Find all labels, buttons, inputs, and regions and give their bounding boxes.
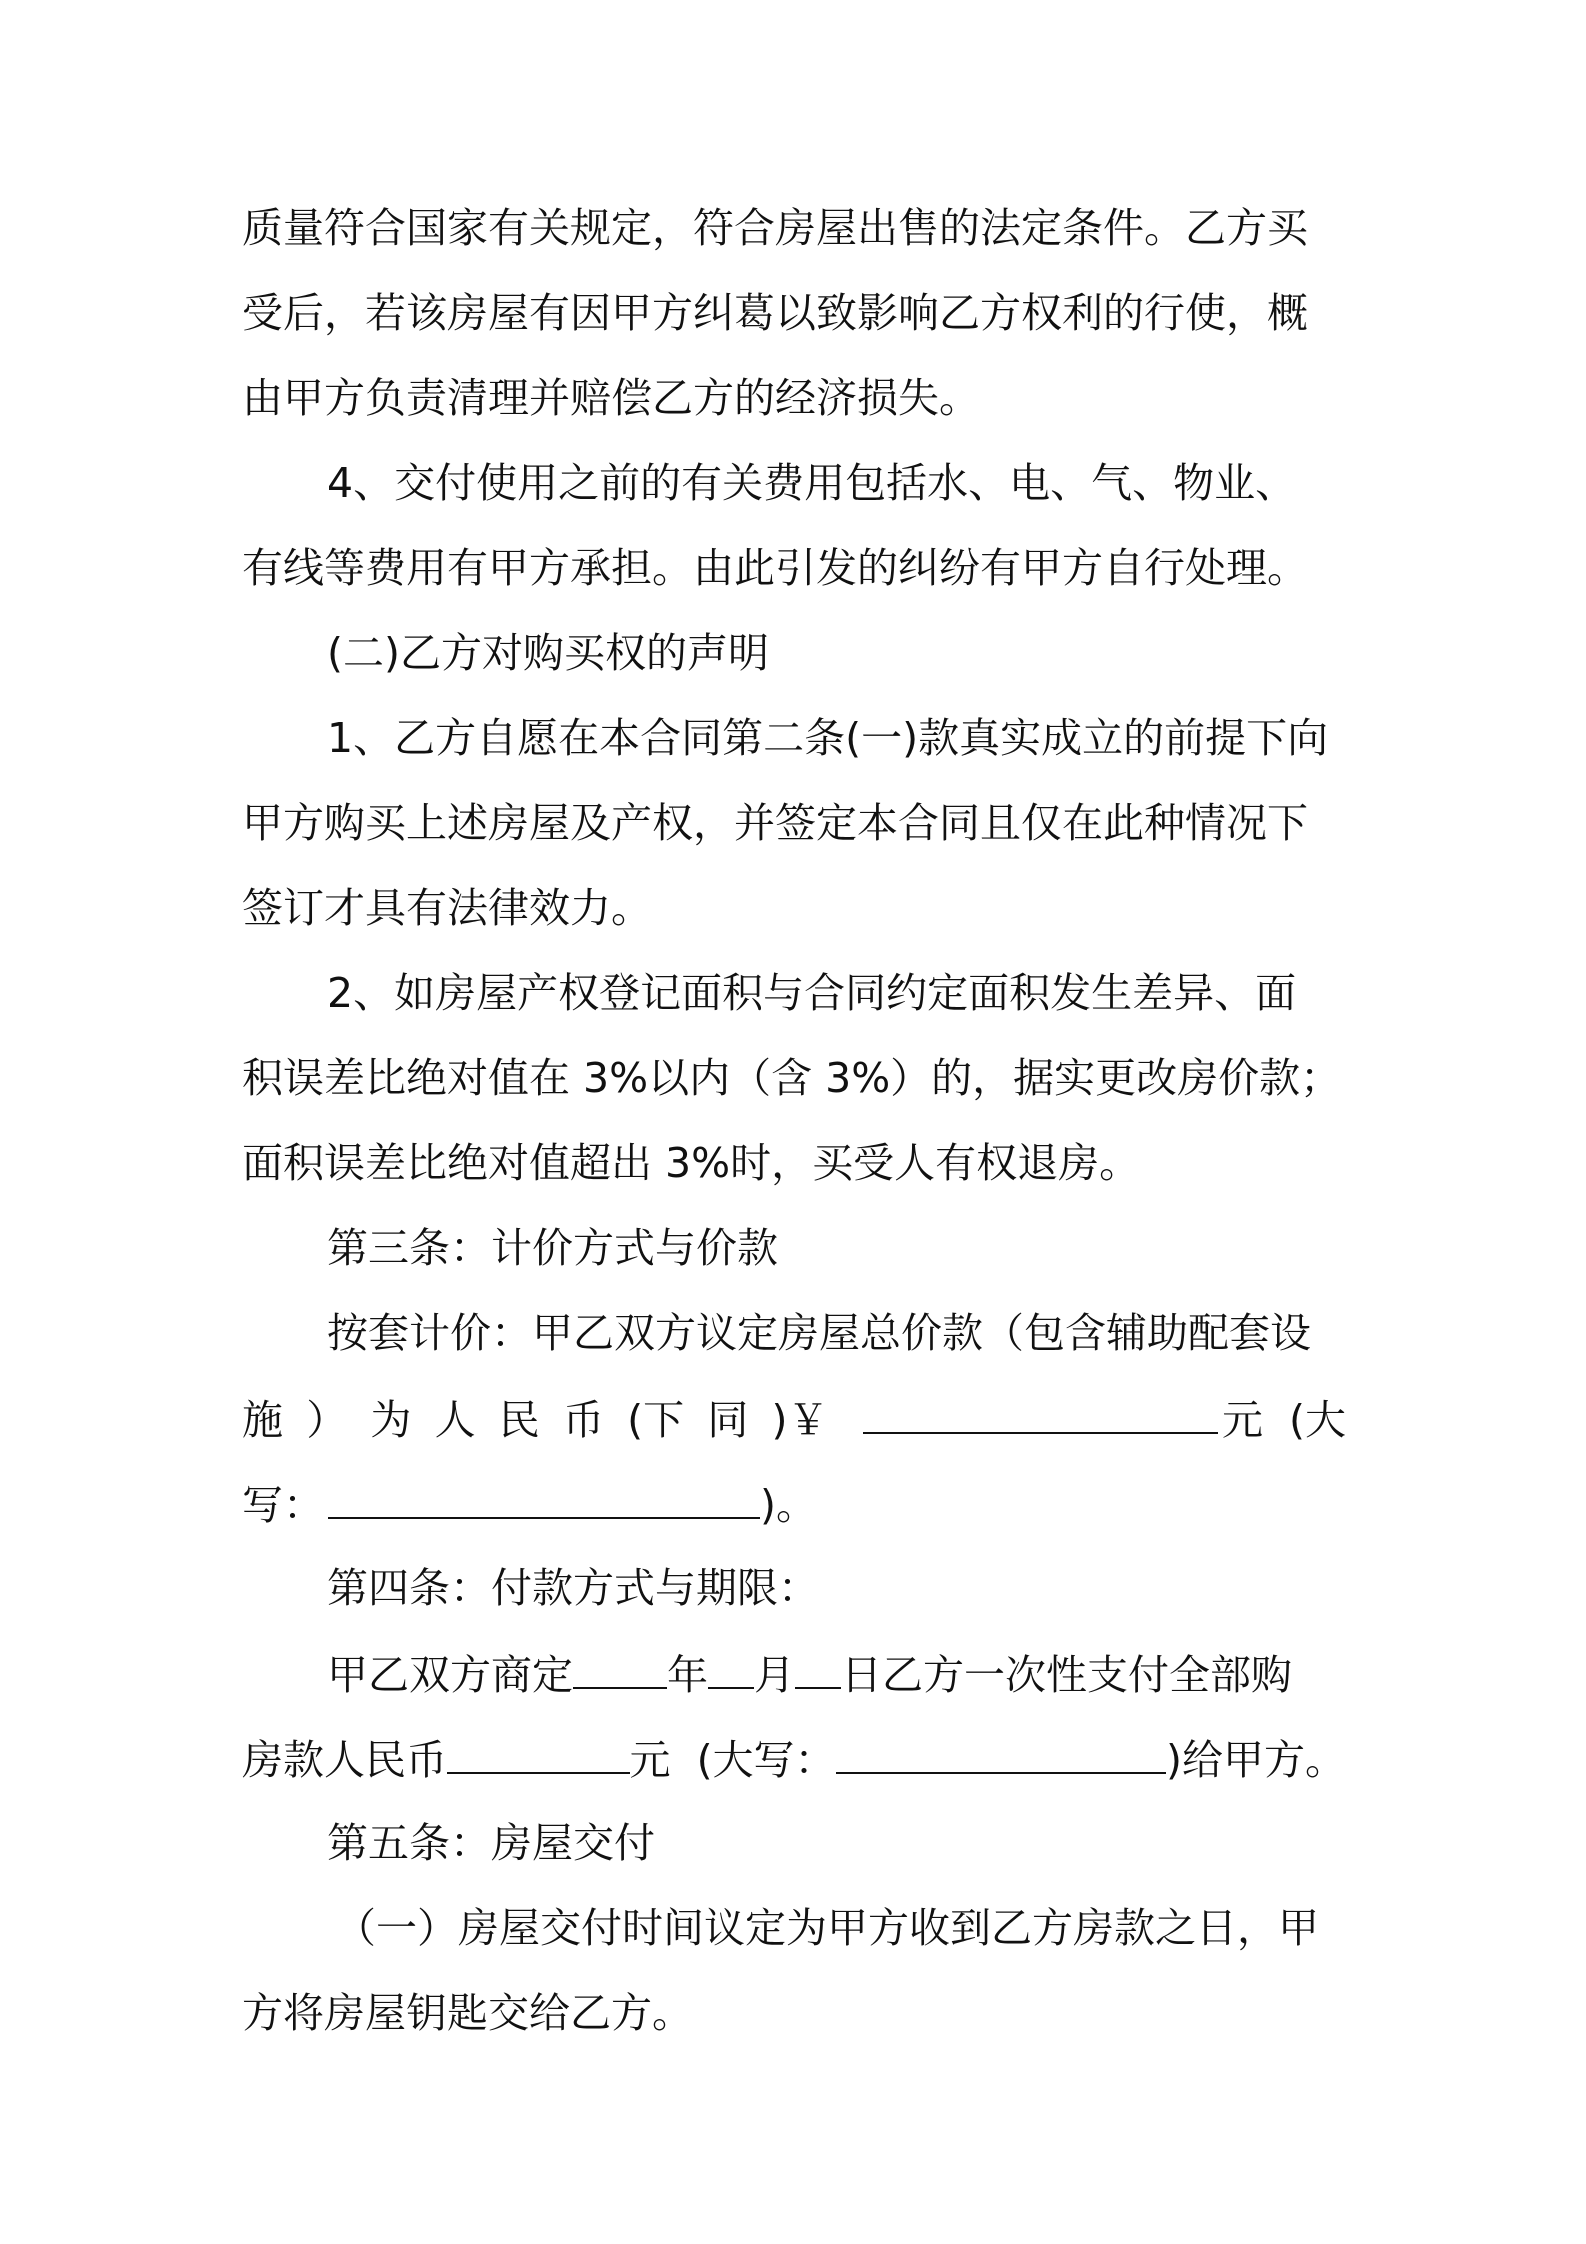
paragraph-line: 受后，若该房屋有因甲方纠葛以致影响乙方权利的行使，概	[242, 289, 1308, 337]
paragraph-line: 甲方购买上述房屋及产权，并签定本合同且仅在此种情况下	[242, 799, 1308, 847]
word: )￥	[771, 1396, 829, 1444]
word: 人	[434, 1396, 476, 1444]
section-heading: (二)乙方对购买权的声明	[327, 629, 769, 677]
price-blank[interactable]	[863, 1390, 1218, 1434]
word: (下	[627, 1396, 685, 1444]
price-line	[242, 1390, 1346, 1448]
word: 民	[498, 1396, 540, 1444]
amount-blank[interactable]	[447, 1730, 630, 1774]
paragraph-line: 4、交付使用之前的有关费用包括水、电、气、物业、	[327, 459, 1297, 507]
word: 币	[562, 1396, 604, 1444]
yuan-label: 元	[1222, 1396, 1263, 1444]
payment-amount-line: 房款人民币 元 (大写： )给甲方。	[242, 1730, 1346, 1788]
paragraph-line: 方将房屋钥匙交给乙方。	[242, 1989, 693, 2037]
word: ）	[306, 1396, 348, 1444]
word: 同	[707, 1396, 749, 1444]
article-heading: 第五条：房屋交付	[327, 1819, 655, 1867]
word: 施	[242, 1396, 283, 1444]
amount-capital-blank[interactable]	[836, 1730, 1166, 1774]
paragraph-line: 面积误差比绝对值超出 3%时，买受人有权退房。	[242, 1139, 1141, 1187]
paragraph-line: 按套计价：甲乙双方议定房屋总价款（包含辅助配套设	[327, 1309, 1311, 1357]
article-heading: 第三条：计价方式与价款	[327, 1224, 778, 1272]
word: 为	[370, 1396, 412, 1444]
month-blank[interactable]	[708, 1645, 754, 1689]
capital-amount-line: 写： )。	[242, 1475, 1346, 1533]
article-heading: 第四条：付款方式与期限：	[327, 1564, 819, 1612]
price-words	[242, 1392, 829, 1448]
paragraph-line: 2、如房屋产权登记面积与合同约定面积发生差异、面	[327, 969, 1297, 1017]
payment-date-line: 甲乙双方商定 年 月 日乙方一次性支付全部购	[327, 1645, 1346, 1703]
paragraph-line: 由甲方负责清理并赔偿乙方的经济损失。	[242, 374, 980, 422]
capital-amount-blank[interactable]	[328, 1475, 760, 1519]
capital-label: (大	[1289, 1396, 1346, 1444]
paragraph-line: 积误差比绝对值在 3%以内（含 3%）的，据实更改房价款；	[242, 1054, 1342, 1102]
paragraph-line: 质量符合国家有关规定，符合房屋出售的法定条件。乙方买	[242, 204, 1308, 252]
paragraph-line: 签订才具有法律效力。	[242, 884, 652, 932]
paragraph-line: 1、乙方自愿在本合同第二条(一)款真实成立的前提下向	[327, 714, 1329, 762]
paragraph-line: （一）房屋交付时间议定为甲方收到乙方房款之日，甲	[335, 1904, 1319, 1952]
paragraph-line: 有线等费用有甲方承担。由此引发的纠纷有甲方自行处理。	[242, 544, 1308, 592]
day-blank[interactable]	[795, 1645, 841, 1689]
year-blank[interactable]	[573, 1645, 667, 1689]
